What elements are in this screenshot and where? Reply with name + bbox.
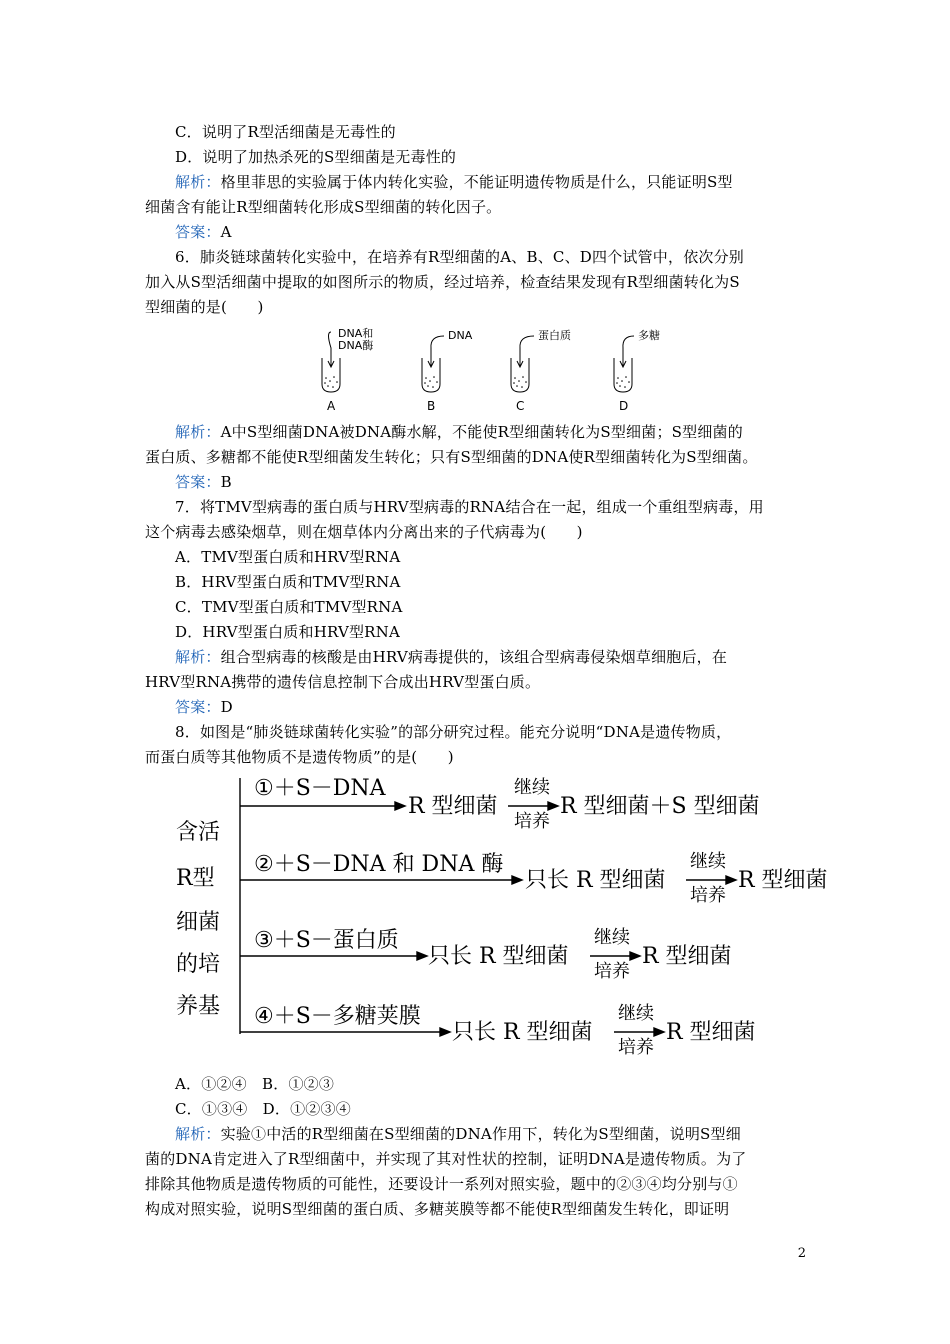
question-6-line-2: 加入从S型活细菌中提取的如图所示的物质，经过培养，检查结果发现有R型细菌转化为S [145,273,740,291]
flow-row2-result: 只长 R 型细菌 [525,868,666,893]
analysis-text: 组合型病毒的核酸是由HRV病毒提供的，该组合型病毒侵染烟草细胞后，在 [220,648,728,666]
option-a-line: A．TMV型蛋白质和HRV型RNA [175,548,401,566]
flow-row3-result: 只长 R 型细菌 [428,944,569,969]
flow-row1-reagent: ①＋S－DNA [254,776,386,801]
option-c-line: C．说明了R型活细菌是无毒性的 [175,123,396,141]
flow-left-4: 的培 [176,952,221,977]
answer-value: D [220,698,233,716]
flow-left-3: 细菌 [176,910,221,935]
question-6-line: 6．肺炎链球菌转化实验中，在培养有R型细菌的A、B、C、D四个试管中，依次分别 [175,248,744,266]
flow-left-1: 含活 [176,820,221,845]
tube-a-letter: A [327,399,336,413]
flow-row4-final: R 型细菌 [666,1020,756,1045]
question-6-line-3: 型细菌的是( ) [145,298,264,316]
tube-b-letter: B [427,399,436,413]
flow-row2-reagent: ②＋S－DNA 和 DNA 酶 [254,852,504,877]
option-b-line: B．HRV型蛋白质和TMV型RNA [175,573,401,591]
flow-row3-final: R 型细菌 [642,944,732,969]
analysis-text: 实验①中活的R型细菌在S型细菌的DNA作用下，转化为S型细菌，说明S型细 [220,1125,741,1143]
answer-value: A [220,223,232,241]
answer-line [175,222,232,242]
question-7-line: 7．将TMV型病毒的蛋白质与HRV型病毒的RNA结合在一起，组成一个重组型病毒，用 [175,498,764,516]
flow-row4-reagent: ④＋S－多糖荚膜 [254,1004,421,1029]
page-number: 2 [797,1246,806,1261]
answer-value: B [220,473,232,491]
flow-left-2: R型 [176,866,215,891]
analysis-line-8-cont-1: 菌的DNA肯定进入了R型细菌中，并实现了其对性状的控制，证明DNA是遗传物质。为了 [145,1150,747,1168]
analysis-line-8-cont-3: 构成对照实验，说明S型细菌的蛋白质、多糖荚膜等都不能使R型细菌发生转化，即证明 [145,1200,730,1218]
answer-line-6 [175,472,232,492]
analysis-line [175,172,733,192]
tube-d-letter: D [619,399,629,413]
tube-c-letter: C [516,399,525,413]
tube-b-label: DNA [448,329,473,342]
tube-d-label: 多糖 [638,329,660,342]
flow-row2-final: R 型细菌 [738,868,828,893]
analysis-line-7-cont: HRV型RNA携带的遗传信息控制下合成出HRV型蛋白质。 [145,673,541,691]
flow-left-5: 养基 [176,994,221,1019]
answer-line-7 [175,697,233,717]
option-d-line-7: D．HRV型蛋白质和HRV型RNA [175,623,401,641]
options-line-1: A．①②④ B．①②③ [175,1075,335,1093]
question-8-line-2: 而蛋白质等其他物质不是遗传物质”的是( ) [145,748,454,766]
flow-row2-step-bottom: 培养 [690,885,726,906]
option-d-line: D．说明了加热杀死的S型细菌是无毒性的 [175,148,457,166]
question-7-line-2: 这个病毒去感染烟草，则在烟草体内分离出来的子代病毒为( ) [145,523,583,541]
analysis-line-6-cont: 蛋白质、多糖都不能使R型细菌发生转化；只有S型细菌的DNA使R型细菌转化为S型细菌。 [145,448,758,466]
flow-row2-step-top: 继续 [690,851,726,872]
analysis-line-8-cont-2: 排除其他物质是遗传物质的可能性，还要设计一系列对照实验，题中的②③④均分别与① [145,1175,738,1193]
flow-row1-step-bottom: 培养 [514,811,550,832]
transformation-flow-diagram [170,772,860,1062]
analysis-label: 解析： [175,1125,221,1143]
flow-row1-step-top: 继续 [514,777,550,798]
answer-label: 答案： [175,698,221,716]
test-tube-figure [318,326,678,418]
analysis-line-6 [175,422,743,442]
flow-row3-step-bottom: 培养 [594,961,630,982]
flow-row1-final: R 型细菌＋S 型细菌 [560,794,760,819]
analysis-text: A中S型细菌DNA被DNA酶水解，不能使R型细菌转化为S型细菌；S型细菌的 [220,423,743,441]
analysis-line-7 [175,647,727,667]
tube-a-label: DNA和 DNA酶 [338,327,374,352]
tube-c-label: 蛋白质 [538,329,571,342]
flow-row4-result: 只长 R 型细菌 [452,1020,593,1045]
analysis-label: 解析： [175,173,221,191]
flow-row3-reagent: ③＋S－蛋白质 [254,928,399,953]
option-c-line-7: C．TMV型蛋白质和TMV型RNA [175,598,403,616]
flow-row1-result: R 型细菌 [408,794,498,819]
answer-label: 答案： [175,473,221,491]
analysis-line-8 [175,1124,741,1144]
answer-label: 答案： [175,223,221,241]
analysis-label: 解析： [175,423,221,441]
question-8-line: 8．如图是“肺炎链球菌转化实验”的部分研究过程。能充分说明“DNA是遗传物质， [175,723,732,741]
flow-row3-step-top: 继续 [594,927,630,948]
analysis-line-cont: 细菌含有能让R型细菌转化形成S型细菌的转化因子。 [145,198,502,216]
options-line-2: C．①③④ D．①②③④ [175,1100,351,1118]
analysis-label: 解析： [175,648,221,666]
flow-row4-step-top: 继续 [618,1003,654,1024]
flow-row4-step-bottom: 培养 [618,1037,654,1058]
analysis-text: 格里菲思的实验属于体内转化实验，不能证明遗传物质是什么，只能证明S型 [220,173,733,191]
